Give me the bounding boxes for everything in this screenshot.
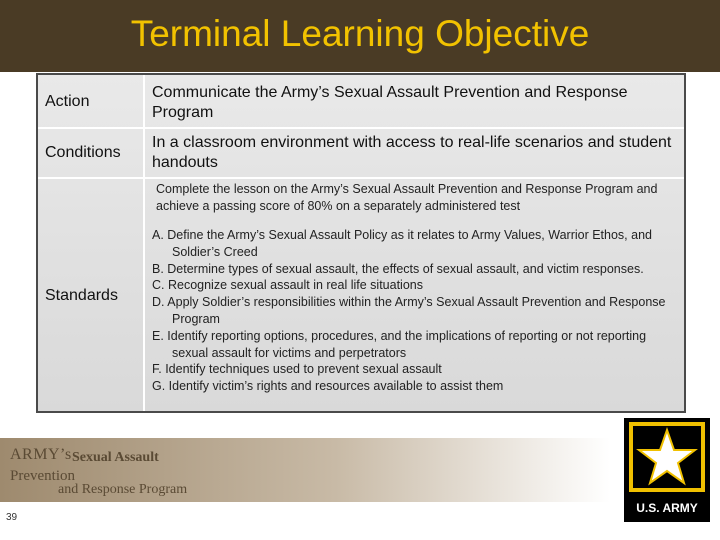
brand-response-program: and Response Program: [58, 482, 188, 497]
list-item: F. Identify techniques used to prevent sexual assault: [152, 362, 442, 377]
list-item: A. Define the Army’s Sexual Assault Policy as it relates to Army Values, Warrior Ethos, and Soldier’s Creed: [152, 228, 652, 259]
sharp-banner: [0, 438, 610, 502]
standards-intro: Complete the lesson on the Army’s Sexual Assault Prevention and Response Program and achieve a passing score of 80% on a separately administered test: [156, 182, 658, 213]
conditions-row: [38, 129, 684, 179]
brand-sexual-assault: Sexual Assault: [72, 450, 159, 465]
conditions-label: Conditions: [45, 144, 121, 161]
title-bar: [0, 0, 720, 72]
action-row: [38, 75, 684, 129]
action-label: Action: [45, 93, 90, 110]
list-item: G. Identify victim’s rights and resources available to assist them: [152, 379, 504, 394]
objective-table: [36, 73, 686, 413]
us-army-logo: [624, 418, 710, 522]
list-item: C. Recognize sexual assault in real life situations: [152, 278, 423, 293]
brand-prevention: Prevention: [10, 468, 75, 484]
slide-title: Terminal Learning Objective: [130, 13, 590, 54]
conditions-value: In a classroom environment with access to real-life scenarios and student handouts: [152, 134, 672, 171]
list-item: B. Determine types of sexual assault, the effects of sexual assault, and victim responses.: [152, 261, 644, 276]
list-item: E. Identify reporting options, procedures, and the implications of reporting or not reporting sexual assault for victims and perpetrators: [152, 328, 647, 360]
logo-text: U.S. ARMY: [636, 501, 698, 515]
standards-list: [152, 227, 677, 395]
standards-row: [38, 179, 684, 413]
standards-label: Standards: [45, 287, 118, 304]
brand-army: ARMY’s: [10, 446, 72, 463]
page-number: 39: [6, 512, 18, 523]
action-value: Communicate the Army’s Sexual Assault Prevention and Response Program: [152, 84, 628, 121]
list-item: D. Apply Soldier’s responsibilities within the Army’s Sexual Assault Prevention and Response Program: [152, 295, 666, 326]
